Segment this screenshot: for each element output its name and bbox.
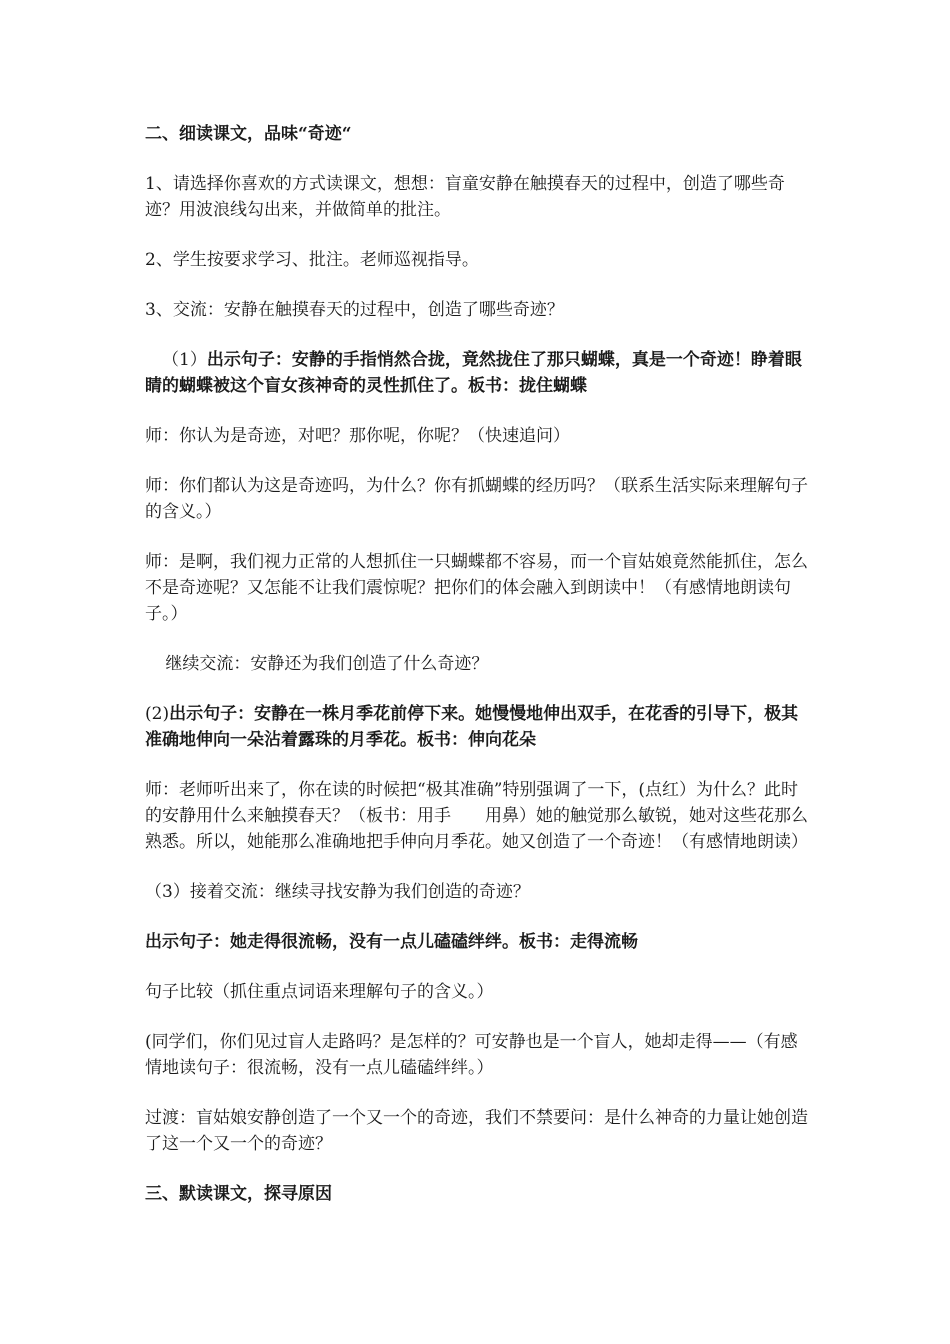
instruction-item-1: 1、请选择你喜欢的方式读课文，想想：盲童安静在触摸春天的过程中，创造了哪些奇迹？用波浪线勾出来，并做简单的批注。	[145, 174, 785, 220]
section-heading-2: 二、细读课文，品味“奇迹“	[145, 124, 352, 144]
quoted-sentence-1-number: （1）	[162, 350, 207, 370]
class-discussion: (同学们，你们见过盲人走路吗？是怎样的？可安静也是一个盲人，她却走得——（有感情地读句子：很流畅，没有一点儿磕磕绊绊。）	[145, 1032, 798, 1078]
continue-discussion-1: 继续交流：安静还为我们创造了什么奇迹？	[165, 654, 489, 674]
quoted-sentence-3: 出示句子：她走得很流畅，没有一点儿磕磕绊绊。板书：走得流畅	[145, 932, 638, 952]
quoted-sentence-2-text: 出示句子：安静在一株月季花前停下来。她慢慢地伸出双手，在花香的引导下，极其准确地伸向一朵沾着露珠的月季花。板书：伸向花朵	[145, 704, 799, 750]
document-body	[145, 121, 813, 1231]
teacher-line-1: 师：你认为是奇迹，对吧？那你呢，你呢？（快速追问）	[145, 426, 570, 446]
instruction-item-2: 2、学生按要求学习、批注。老师巡视指导。	[145, 250, 479, 270]
teacher-line-4: 师：老师听出来了，你在读的时候把“极其准确”特别强调了一下，(点红）为什么？此时的安静用什么来触摸春天？（板书：用手 用鼻）她的触觉那么敏锐，她对这些花那么熟悉。所以，她能那么准确地把手伸向月季花。她又创造了一个奇迹！（有感情地朗读）	[145, 780, 808, 852]
instruction-item-3: 3、交流：安静在触摸春天的过程中，创造了哪些奇迹？	[145, 300, 564, 320]
quoted-sentence-1	[145, 347, 813, 399]
teacher-line-2: 师：你们都认为这是奇迹吗，为什么？你有抓蝴蝶的经历吗？（联系生活实际来理解句子的含义。）	[145, 476, 808, 522]
transition-paragraph: 过渡：盲姑娘安静创造了一个又一个的奇迹，我们不禁要问：是什么神奇的力量让她创造了这一个又一个的奇迹？	[145, 1108, 808, 1154]
quoted-sentence-2-number: (2)	[145, 704, 170, 724]
quoted-sentence-2	[145, 701, 813, 753]
teacher-line-3: 师：是啊，我们视力正常的人想抓住一只蝴蝶都不容易，而一个盲姑娘竟然能抓住，怎么不是奇迹呢？又怎能不让我们震惊呢？把你们的体会融入到朗读中！（有感情地朗读句子。）	[145, 552, 808, 624]
continue-discussion-2: （3）接着交流：继续寻找安静为我们创造的奇迹？	[145, 882, 530, 902]
quoted-sentence-1-text: 出示句子：安静的手指悄然合拢，竟然拢住了那只蝴蝶，真是一个奇迹！睁着眼睛的蝴蝶被这个盲女孩神奇的灵性抓住了。板书：拢住蝴蝶	[145, 350, 802, 396]
section-heading-3: 三、默读课文，探寻原因	[145, 1184, 332, 1204]
sentence-comparison: 句子比较（抓住重点词语来理解句子的含义。）	[145, 982, 494, 1002]
